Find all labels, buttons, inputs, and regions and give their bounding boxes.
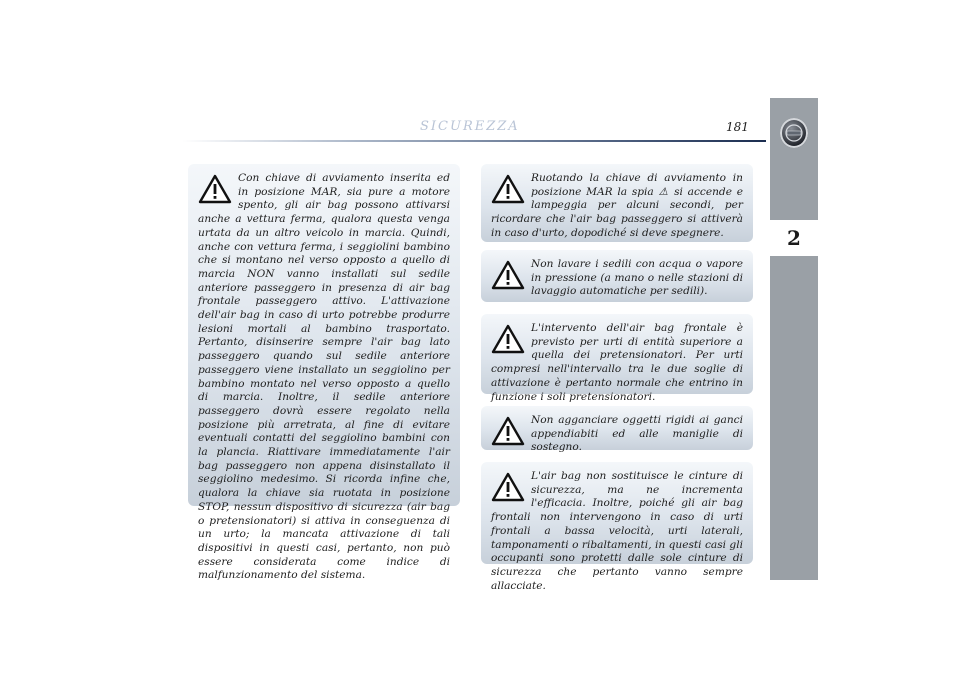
warning-triangle-icon xyxy=(198,174,232,204)
header-rule xyxy=(182,140,766,142)
warning-box-right-4 xyxy=(481,406,753,454)
warning-text-right-5: L'air bag non sostituisce le cinture di sicurezza, ma ne incrementa l'efficacia. Inoltre, poiché gli air bag frontali non intervengono in caso di urti frontali a bassa velocità, urti laterali, tamponamenti o ribaltamenti, in questi casi gli occupanti sono protetti dalle sole cinture di sicurezza che pertanto vanno sempre allacciate. xyxy=(491,470,743,592)
warning-triangle-icon xyxy=(491,174,525,204)
warning-triangle-icon xyxy=(491,472,525,502)
warning-box-right-3 xyxy=(481,314,753,403)
section-title: SICUREZZA xyxy=(420,119,520,134)
chapter-sidebar xyxy=(770,98,818,580)
warning-box-right-1 xyxy=(481,164,753,242)
chapter-number: 2 xyxy=(770,220,818,256)
warning-text-left: Con chiave di avviamento inserita ed in posizione MAR, sia pure a motore spento, gli air bag possono attivarsi anche a vettura ferma, qualora questa venga urtata da un altro veicolo in marcia. Quindi, anche con vettura ferma, i seggiolini bambino che si montano nel verso opposto a quello di marcia NON vanno installati sul sedile anteriore passeggero in presenza di air bag frontale passeggero attivo. L'attivazione dell'air bag in caso di urto potrebbe produrre lesioni mortali al bambino trasportato. Pertanto, disinserire sempre l'air bag lato passeggero quando sul sedile anteriore passeggero viene installato un seggiolino per bambino montato nel verso opposto a quello di marcia. Inoltre, il sedile anteriore passeggero dovrà essere regolato nella posizione più arretrata, al fine di evitare eventuali contatti del seggiolino bambini con la plancia. Riattivare immediatamente l'air bag passeggero non appena disinstallato il seggiolino medesimo. Si ricorda infine che, qualora la chiave sia ruotata in posizione STOP, nessun dispositivo di sicurezza (air bag o pretensionatori) si attiva in conseguenza di un urto; la mancata attivazione di tali dispositivi in questi casi, pertanto, non può essere considerata come indice di malfunzionamento del sistema. xyxy=(198,172,450,582)
page-number: 181 xyxy=(726,120,749,134)
warning-box-right-2 xyxy=(481,250,753,302)
warning-text-right-4: Non agganciare oggetti rigidi ai ganci appendiabiti ed alle maniglie di sostegno. xyxy=(531,414,743,454)
warning-text-right-3: L'intervento dell'air bag frontale è previsto per urti di entità superiore a quella dei pretensionatori. Per urti compresi nell'intervallo tra le due soglie di attivazione è pertanto normale che entrino in funzione i soli pretensionatori. xyxy=(491,322,743,403)
warning-triangle-icon xyxy=(491,260,525,290)
warning-text-right-1: Ruotando la chiave di avviamento in posizione MAR la spia ⚠ si accende e lampeggia per alcuni secondi, per ricordare che l'air bag passeggero si attiverà in caso d'urto, dopodiché si deve spegnere. xyxy=(491,172,743,239)
warning-text-right-2: Non lavare i sedili con acqua o vapore in pressione (a mano o nelle stazioni di lavaggio automatiche per sedili). xyxy=(531,258,743,298)
brand-logo-icon xyxy=(780,118,808,148)
warning-triangle-icon xyxy=(491,416,525,446)
warning-triangle-icon xyxy=(491,324,525,354)
warning-box-right-5 xyxy=(481,462,753,592)
warning-box-left xyxy=(188,164,460,582)
